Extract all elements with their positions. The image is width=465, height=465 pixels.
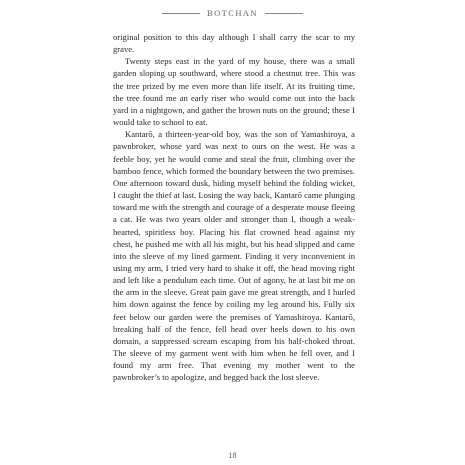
running-header (0, 8, 465, 18)
running-title: BOTCHAN (207, 8, 258, 18)
page-number: 18 (228, 451, 237, 460)
header-rule-left (162, 13, 200, 14)
paragraph: original position to this day although I shall carry the scar to my grave. (113, 32, 355, 55)
paragraph: Twenty steps east in the yard of my house, there was a small garden sloping up southward, where stood a chestnut tree. This was the tree prized by me even more than life itself. At its fruiting time, the tree found me an early riser who would come out into the back yard in a nightgown, and gather the brown nuts on the ground; these I would take to school to eat. (113, 56, 355, 128)
paragraph: Kantarō, a thirteen-year-old boy, was the son of Yamashiroya, a pawnbroker, whose yard was next to ours on the west. He was a feeble boy, yet he would come and steal the fruit, climbing over the bamboo fence, which formed the boundary between the two premises. One afternoon toward dusk, hiding myself behind the folding wicket, I caught the thief at last. Losing the way back, Kantarō came plunging toward me with the strength and courage of a desperate mouse fleeing a cat. He was two years older and stronger than I, though a weak-hearted, spiritless boy. Placing his flat crowned head against my chest, he pushed me with all his might, but his head slipped and came into the sleeve of my lined garment. Finding it very inconvenient in using my arm, I tried very hard to shake it off, the head moving right and left like a pendulum each time. Out of agony, he at last bit me on the arm in the sleeve. Great pain gave me great strength, and I hurled him down against the fence by coiling my leg around his. Fully six feet below our garden were the premises of Yamashiroya. Kantarō, breaking half of the fence, fell head over heels down to his own domain, a suppressed scream escaping from his half-choked throat. The sleeve of my garment went with him when he fell over, and I found my arm free. That evening my mother went to the pawnbroker’s to apologize, and begged back the lost sleeve. (113, 129, 355, 383)
header-rule-right (265, 13, 303, 14)
body-text (113, 31, 355, 384)
